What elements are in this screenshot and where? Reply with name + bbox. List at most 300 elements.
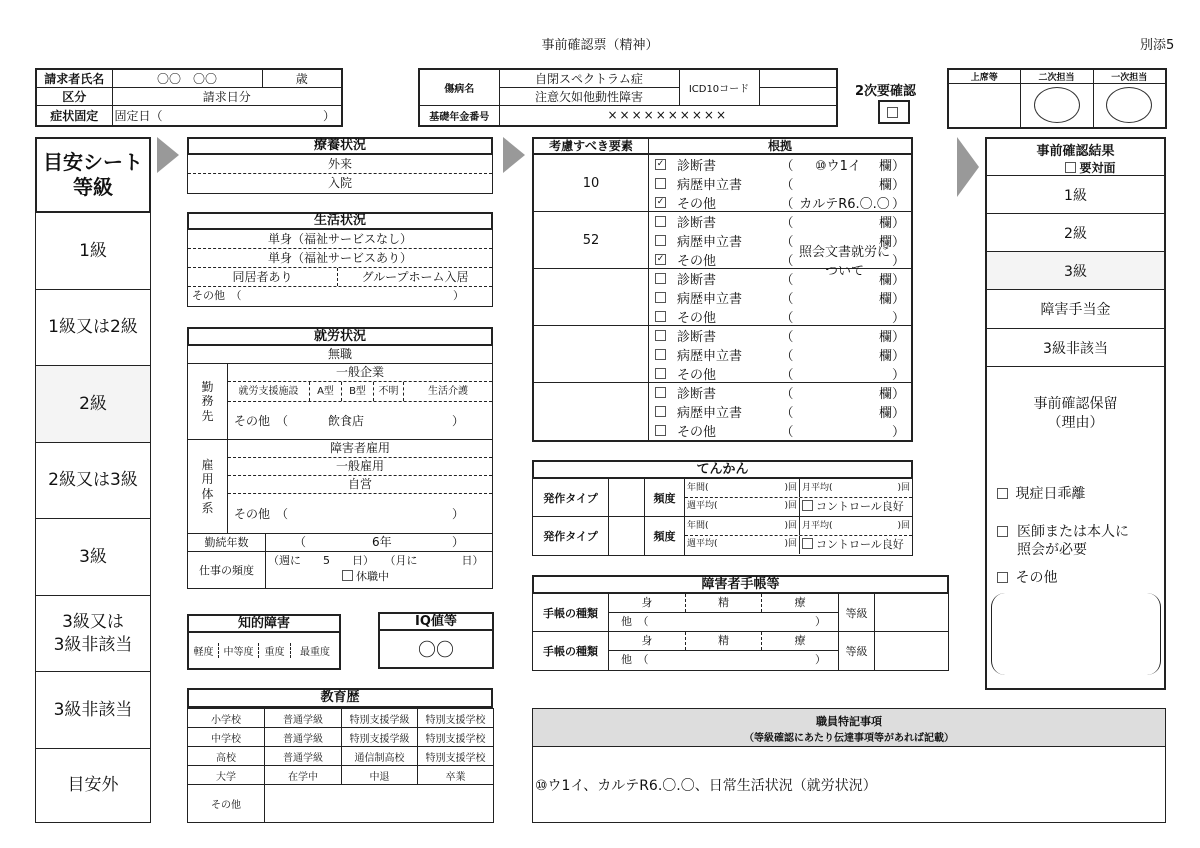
evidence-item[interactable] (655, 155, 905, 174)
tenkan-control-label: コントロール良好 (816, 538, 904, 551)
factor-row (534, 383, 911, 440)
techo-other[interactable] (609, 651, 838, 669)
shuro-unemployed[interactable]: 無職 (188, 346, 492, 364)
stamp-circle-icon (1034, 87, 1080, 123)
tenkan-section (532, 460, 913, 556)
tenkan-month-unit: )回 (897, 483, 910, 493)
evidence-item[interactable] (655, 364, 905, 383)
evidence-close: ） (891, 311, 905, 326)
techo-other-label: 他 （ (621, 653, 649, 666)
meyasu-grade-2[interactable]: 2級 (35, 366, 151, 443)
chiteki-title: 知的障害 (187, 614, 341, 633)
techo-grid (609, 632, 839, 670)
meyasu-grade-non[interactable]: 3級非該当 (35, 672, 151, 749)
kyoiku-other-value[interactable] (265, 785, 494, 823)
techo-ryo[interactable]: 療 (794, 634, 806, 647)
kyoiku-option[interactable]: 特別支援学校 (418, 728, 494, 747)
evidence-item[interactable] (655, 193, 905, 212)
evidence-check-box (655, 311, 666, 322)
techo-grid (609, 594, 839, 631)
techo-grade-value[interactable] (875, 594, 948, 631)
seikatsu-other-label: その他 （ (192, 289, 242, 302)
hindo-week[interactable]: （週に 5 日） (268, 554, 374, 567)
evidence-open: （ (780, 197, 794, 212)
evidence-open: （ (780, 387, 794, 402)
kyoiku-option[interactable]: 特別支援学級 (342, 728, 418, 747)
evidence-close: ） (891, 425, 905, 440)
tenkan-control-label: コントロール良好 (816, 500, 904, 513)
seikatsu-group-home[interactable]: グループホーム入居 (361, 270, 469, 284)
seikatsu-cohabit[interactable]: 同居者あり (188, 268, 338, 286)
kyoiku-level: 中学校 (188, 728, 265, 747)
evidence-open: （ (780, 254, 794, 269)
reason-3[interactable] (987, 567, 1164, 587)
evidence-item[interactable] (655, 307, 905, 326)
evidence-open: （ (780, 216, 794, 231)
claimant-table (35, 68, 343, 127)
koyo-disability[interactable]: 障害者雇用 (228, 440, 492, 458)
category-value[interactable]: 請求日分 (112, 88, 342, 106)
evidence-check-box: ✓ (656, 254, 665, 264)
meyasu-grade-1[interactable]: 1級 (35, 213, 151, 290)
approval-head-1: 上席等 (948, 69, 1020, 84)
meyasu-grade-2-3[interactable]: 2級又は3級 (35, 443, 151, 519)
evidence-name: 病歴申立書 (677, 178, 743, 193)
stamp-cell-3[interactable] (1093, 84, 1166, 128)
taimen-label: 要対面 (1079, 161, 1116, 175)
notes-title: 職員特記事項 (816, 715, 882, 728)
factor-evidence (649, 326, 911, 382)
reason-3-label: その他 (1015, 570, 1058, 587)
evidence-check-box (655, 273, 666, 284)
reason-2-check-box (997, 526, 1008, 537)
approval-head-3: 一次担当 (1093, 69, 1166, 84)
evidence-open: （ (780, 349, 794, 364)
kinmu-type-b[interactable]: B型 (342, 382, 374, 401)
kinmu-other-close: ） (451, 413, 464, 428)
ryoyo-outpatient[interactable]: 外来 (188, 155, 492, 174)
evidence-name: 診断書 (677, 159, 717, 174)
koyo-general[interactable]: 一般雇用 (228, 458, 492, 476)
fixed-date-close: ） (322, 108, 335, 123)
seikatsu-alone-no-service[interactable]: 単身（福祉サービスなし） (188, 230, 492, 249)
control-check-box (802, 538, 813, 549)
tenkan-year-label: 年間( (687, 521, 709, 531)
result-allowance[interactable]: 障害手当金 (987, 290, 1164, 329)
factor-evidence (649, 212, 911, 279)
icd-code-2[interactable] (759, 88, 837, 106)
tenkan-control[interactable] (800, 536, 912, 554)
techo-grade-value[interactable] (875, 632, 948, 670)
evidence-open: （ (780, 330, 794, 345)
ryoyo-section (187, 137, 493, 194)
koyo-self[interactable]: 自営 (228, 476, 492, 494)
evidence-name: その他 (677, 311, 717, 326)
evidence-open: （ (780, 425, 794, 440)
tenkan-week-label: 週平均( (687, 501, 718, 511)
tenkan-row (533, 479, 912, 517)
pension-label: 基礎年金番号 (419, 106, 499, 126)
evidence-close: ） (891, 197, 905, 212)
iq-value[interactable]: 〇〇 (378, 631, 494, 669)
kinmu-type-a[interactable]: A型 (310, 382, 342, 401)
tenkan-week[interactable] (685, 536, 800, 554)
tenkan-year-unit: )回 (784, 521, 797, 531)
kyoiku-table (187, 708, 494, 823)
chiteki-mild[interactable]: 軽度 (189, 643, 219, 658)
taimen-check-box (1065, 162, 1076, 173)
kinzoku-open: （ (294, 535, 307, 549)
evidence-name: 病歴申立書 (677, 235, 743, 250)
evidence-check-box: ✓ (656, 197, 665, 207)
techo-other[interactable] (609, 613, 838, 631)
evidence-open: （ (780, 406, 794, 421)
evidence-close: 欄） (878, 292, 905, 307)
reason-3-check-box (997, 572, 1008, 583)
factor-row (534, 155, 911, 212)
techo-sei[interactable]: 精 (686, 594, 763, 612)
iq-title: IQ値等 (378, 612, 494, 631)
evidence-close: ） (891, 254, 905, 269)
kyoiku-option[interactable]: 卒業 (418, 766, 494, 785)
tenkan-type-value[interactable] (609, 517, 645, 555)
kyushoku-checkbox[interactable] (266, 569, 492, 586)
ryoyo-inpatient[interactable]: 入院 (327, 176, 352, 190)
category-label: 区分 (36, 88, 112, 106)
meyasu-grade-3-non[interactable]: 3級又は 3級非該当 (35, 596, 151, 672)
evidence-name: 診断書 (677, 216, 717, 231)
techo-title: 障害者手帳等 (532, 575, 949, 594)
horyu-label: 事前確認保留 （理由） (1033, 396, 1118, 431)
shuro-title: 就労状況 (187, 327, 493, 346)
attachment-label: 別添5 (1140, 38, 1175, 53)
evidence-open: （ (780, 159, 794, 174)
factor-evidence (649, 155, 911, 211)
kyoiku-option[interactable]: 通信制高校 (342, 747, 418, 766)
kyoiku-other-label: その他 (188, 785, 265, 823)
evidence-close: 欄） (878, 273, 905, 288)
stamp-cell-2[interactable] (1020, 84, 1093, 128)
tenkan-year-label: 年間( (687, 483, 709, 493)
diagnosis-name-2[interactable]: 注意欠如他動性障害 (499, 88, 679, 106)
evidence-item[interactable] (655, 244, 905, 279)
tenkan-year-unit: )回 (784, 483, 797, 493)
techo-type-label: 手帳の種類 (533, 632, 609, 670)
kinzoku-value: 6年 (372, 535, 392, 549)
evidence-check-box (655, 330, 666, 341)
age-label[interactable]: 歳 (262, 69, 342, 88)
meyasu-column (35, 137, 151, 823)
pension-value[interactable]: ×××××××××× (499, 106, 837, 126)
evidence-check-box (655, 406, 666, 417)
koyo-other[interactable] (228, 494, 492, 532)
evidence-name: その他 (677, 425, 717, 440)
evidence-open: （ (780, 273, 794, 288)
tenkan-type-label: 発作タイプ (533, 517, 609, 555)
control-check-box (802, 500, 813, 511)
kyoiku-level: 大学 (188, 766, 265, 785)
tenkan-freq-grid (685, 479, 912, 516)
evidence-item[interactable] (655, 288, 905, 307)
factors-head-1: 考慮すべき要素 (534, 139, 649, 153)
tenkan-month-label: 月平均( (802, 521, 833, 531)
kyoiku-option[interactable]: 普通学級 (265, 747, 342, 766)
evidence-close: 欄） (878, 387, 905, 402)
evidence-check-box (655, 216, 666, 227)
factor-value[interactable]: 10 (534, 155, 649, 211)
kinzoku-label: 勤続年数 (188, 534, 266, 551)
notes-section (532, 708, 1166, 823)
kyushoku-label: 休職中 (356, 570, 389, 583)
evidence-close: ） (891, 368, 905, 383)
iq-section (378, 612, 494, 669)
kyoiku-section (187, 688, 493, 823)
evidence-item[interactable] (655, 402, 905, 421)
tenkan-freq-grid (685, 517, 912, 555)
techo-shin[interactable]: 身 (609, 594, 686, 612)
techo-other-close: ） (815, 653, 826, 666)
techo-grade-label: 等級 (839, 632, 875, 670)
kinmu-unknown[interactable]: 不明 (374, 382, 404, 401)
kinmu-support-facility[interactable]: 就労支援施設 (228, 382, 310, 401)
kyoiku-option[interactable]: 特別支援学校 (418, 747, 494, 766)
koyo-label: 雇 用 体 系 (188, 440, 228, 533)
evidence-name: 病歴申立書 (677, 349, 743, 364)
kyoiku-option[interactable]: 中退 (342, 766, 418, 785)
tenkan-month-unit: )回 (897, 521, 910, 531)
evidence-close: 欄） (878, 235, 905, 250)
kyoiku-option[interactable]: 在学中 (265, 766, 342, 785)
kyoiku-level: 高校 (188, 747, 265, 766)
result-grade-3[interactable]: 3級 (987, 252, 1164, 290)
seikatsu-title: 生活状況 (187, 212, 493, 230)
kinzoku-field[interactable] (266, 534, 492, 551)
factor-evidence (649, 269, 911, 325)
kyoiku-title: 教育歴 (187, 688, 493, 708)
secondary-check-label: 2次要確認 (855, 84, 917, 99)
evidence-open: （ (780, 368, 794, 383)
evidence-item[interactable] (655, 383, 905, 402)
result-grade-1[interactable]: 1級 (987, 176, 1164, 214)
kinmu-general-company[interactable]: 一般企業 (228, 364, 492, 382)
kyoiku-option[interactable]: 普通学級 (265, 728, 342, 747)
tenkan-month[interactable] (800, 517, 912, 535)
evidence-close: 欄） (878, 330, 905, 345)
kinmu-other-value: 飲食店 (328, 413, 365, 428)
diagnosis-name-1[interactable]: 自閉スペクトラム症 (499, 69, 679, 88)
tenkan-month[interactable] (800, 479, 912, 497)
tenkan-row (533, 517, 912, 555)
shuro-section (187, 327, 493, 589)
tenkan-week-unit: )回 (784, 539, 797, 549)
evidence-check-box (655, 178, 666, 189)
hindo-month[interactable]: （月に 日） (384, 554, 484, 567)
techo-grade-label: 等級 (839, 594, 875, 631)
factors-section (532, 137, 913, 442)
factor-value[interactable] (534, 269, 649, 325)
tenkan-title: てんかん (532, 460, 913, 479)
tenkan-year[interactable] (685, 479, 800, 497)
evidence-check-box (655, 292, 666, 303)
arrow-right-icon (957, 137, 979, 197)
evidence-open: （ (780, 311, 794, 326)
evidence-open: （ (780, 292, 794, 307)
approval-table (947, 68, 1167, 129)
taimen-checkbox[interactable] (987, 159, 1164, 176)
techo-type-label: 手帳の種類 (533, 594, 609, 631)
techo-ryo[interactable]: 療 (794, 596, 806, 609)
notes-subtitle: （等級確認にあたり伝達事項等があれば記載） (744, 733, 954, 744)
seikatsu-alone-service[interactable]: 単身（福祉サービスあり） (188, 249, 492, 268)
factor-value[interactable]: 52 (534, 212, 649, 268)
kyoiku-level: 小学校 (188, 709, 265, 728)
notes-content[interactable]: ⑩ウ1イ、カルテR6.〇.〇、日常生活状況（就労状況） (535, 778, 877, 794)
seikatsu-section (187, 212, 493, 307)
meyasu-grade-3[interactable]: 3級 (35, 519, 151, 596)
tenkan-type-value[interactable] (609, 479, 645, 516)
tenkan-freq-label: 頻度 (645, 479, 685, 516)
seikatsu-other[interactable] (188, 287, 492, 306)
evidence-item[interactable] (655, 421, 905, 440)
chiteki-profound[interactable]: 最重度 (300, 647, 330, 658)
evidence-item[interactable] (655, 174, 905, 193)
factor-row (534, 269, 911, 326)
tenkan-control[interactable] (800, 498, 912, 516)
meyasu-title: 目安シート 等級 (35, 137, 151, 213)
factors-head-2: 根拠 (767, 139, 792, 153)
evidence-check-box (655, 387, 666, 398)
result-grade-2[interactable]: 2級 (987, 214, 1164, 252)
evidence-open: （ (780, 178, 794, 193)
approval-head-2: 二次担当 (1020, 69, 1093, 84)
evidence-name: 病歴申立書 (677, 292, 743, 307)
arrow-right-icon (157, 137, 179, 173)
reason-1[interactable] (987, 483, 1164, 503)
factor-evidence (649, 383, 911, 440)
tenkan-year[interactable] (685, 517, 800, 535)
claimant-name-value[interactable]: 〇〇 〇〇 (112, 69, 262, 88)
reason-other-field[interactable] (991, 593, 1161, 675)
evidence-close: 欄） (878, 178, 905, 193)
factor-row (534, 212, 911, 279)
evidence-name: 診断書 (677, 273, 717, 288)
chiteki-section (187, 614, 341, 670)
techo-other-label: 他 （ (621, 615, 649, 628)
koyo-other-close: ） (451, 506, 464, 521)
result-title: 事前確認結果 (1036, 144, 1115, 159)
tenkan-week-unit: )回 (784, 501, 797, 511)
evidence-check-box (655, 368, 666, 379)
evidence-memo: カルテR6.〇.〇 (799, 197, 890, 212)
reason-2-label: 医師または本人に 照会が必要 (1017, 523, 1129, 558)
kinmu-other-label: その他 （ (234, 413, 289, 428)
evidence-memo: 照会文書就労について (798, 244, 890, 279)
stamp-circle-icon (1106, 87, 1152, 123)
fixed-date-field[interactable] (112, 106, 342, 126)
evidence-check-box (655, 349, 666, 360)
ryoyo-title: 療養状況 (187, 137, 493, 155)
seikatsu-other-close: ） (453, 289, 464, 302)
techo-other-close: ） (815, 615, 826, 628)
secondary-checkbox[interactable] (878, 100, 910, 124)
techo-section (532, 575, 949, 671)
claimant-name-label: 請求者氏名 (36, 69, 112, 88)
evidence-name: その他 (677, 368, 717, 383)
icd-code-1[interactable] (759, 69, 837, 88)
evidence-name: その他 (677, 197, 717, 212)
kinmu-life-care[interactable]: 生活介護 (428, 386, 468, 397)
reason-1-check-box (997, 488, 1008, 499)
kyoiku-option[interactable]: 特別支援学校 (418, 709, 494, 728)
evidence-check-box (655, 235, 666, 246)
evidence-item[interactable] (655, 326, 905, 345)
evidence-name: その他 (677, 254, 717, 269)
meyasu-grade-1-2[interactable]: 1級又は2級 (35, 290, 151, 366)
techo-sei[interactable]: 精 (686, 632, 763, 650)
tenkan-freq-label: 頻度 (645, 517, 685, 555)
evidence-name: 診断書 (677, 330, 717, 345)
kyushoku-check-box (342, 570, 353, 581)
result-section (985, 137, 1166, 690)
diagnosis-table (418, 68, 838, 127)
result-non-grade-3[interactable]: 3級非該当 (987, 329, 1164, 367)
tenkan-month-label: 月平均( (802, 483, 833, 493)
evidence-open: （ (780, 235, 794, 250)
fixed-date-open: 固定日（ (114, 108, 163, 123)
evidence-close: 欄） (878, 159, 905, 174)
stamp-cell-1[interactable] (948, 84, 1020, 128)
evidence-item[interactable] (655, 212, 905, 231)
tenkan-week[interactable] (685, 498, 800, 516)
reason-1-label: 現症日乖離 (1015, 485, 1086, 502)
evidence-close: 欄） (878, 216, 905, 231)
diagnosis-label: 傷病名 (419, 69, 499, 106)
kinmu-other[interactable] (228, 402, 492, 438)
kyoiku-option[interactable]: 普通学級 (265, 709, 342, 728)
icd-label: ICD10コード (679, 69, 759, 106)
evidence-name: 病歴申立書 (677, 406, 743, 421)
techo-shin[interactable]: 身 (609, 632, 686, 650)
kinmu-label: 勤 務 先 (188, 364, 228, 439)
evidence-item[interactable] (655, 269, 905, 288)
meyasu-grade-outside[interactable]: 目安外 (35, 749, 151, 823)
page-title: 事前確認票（精神） (541, 38, 659, 53)
factor-row (534, 326, 911, 383)
tenkan-week-label: 週平均( (687, 539, 718, 549)
factor-value[interactable] (534, 326, 649, 382)
evidence-check-box: ✓ (656, 159, 665, 169)
chiteki-severe[interactable]: 重度 (259, 643, 291, 658)
factor-value[interactable] (534, 383, 649, 440)
evidence-close: 欄） (878, 349, 905, 364)
evidence-check-box (655, 425, 666, 436)
evidence-name: 診断書 (677, 387, 717, 402)
evidence-close: 欄） (878, 406, 905, 421)
techo-row (533, 632, 948, 670)
koyo-other-label: その他 （ (234, 506, 289, 521)
arrow-right-icon (503, 137, 525, 173)
evidence-memo: ⑩ウ1イ (815, 159, 861, 174)
secondary-check-box (887, 107, 898, 118)
evidence-item[interactable] (655, 345, 905, 364)
kyoiku-option[interactable]: 特別支援学級 (342, 709, 418, 728)
techo-row (533, 594, 948, 632)
fixed-label: 症状固定 (36, 106, 112, 126)
chiteki-moderate[interactable]: 中等度 (219, 643, 259, 658)
reason-2[interactable] (987, 523, 1164, 559)
tenkan-type-label: 発作タイプ (533, 479, 609, 516)
kinzoku-close: ） (451, 535, 464, 549)
